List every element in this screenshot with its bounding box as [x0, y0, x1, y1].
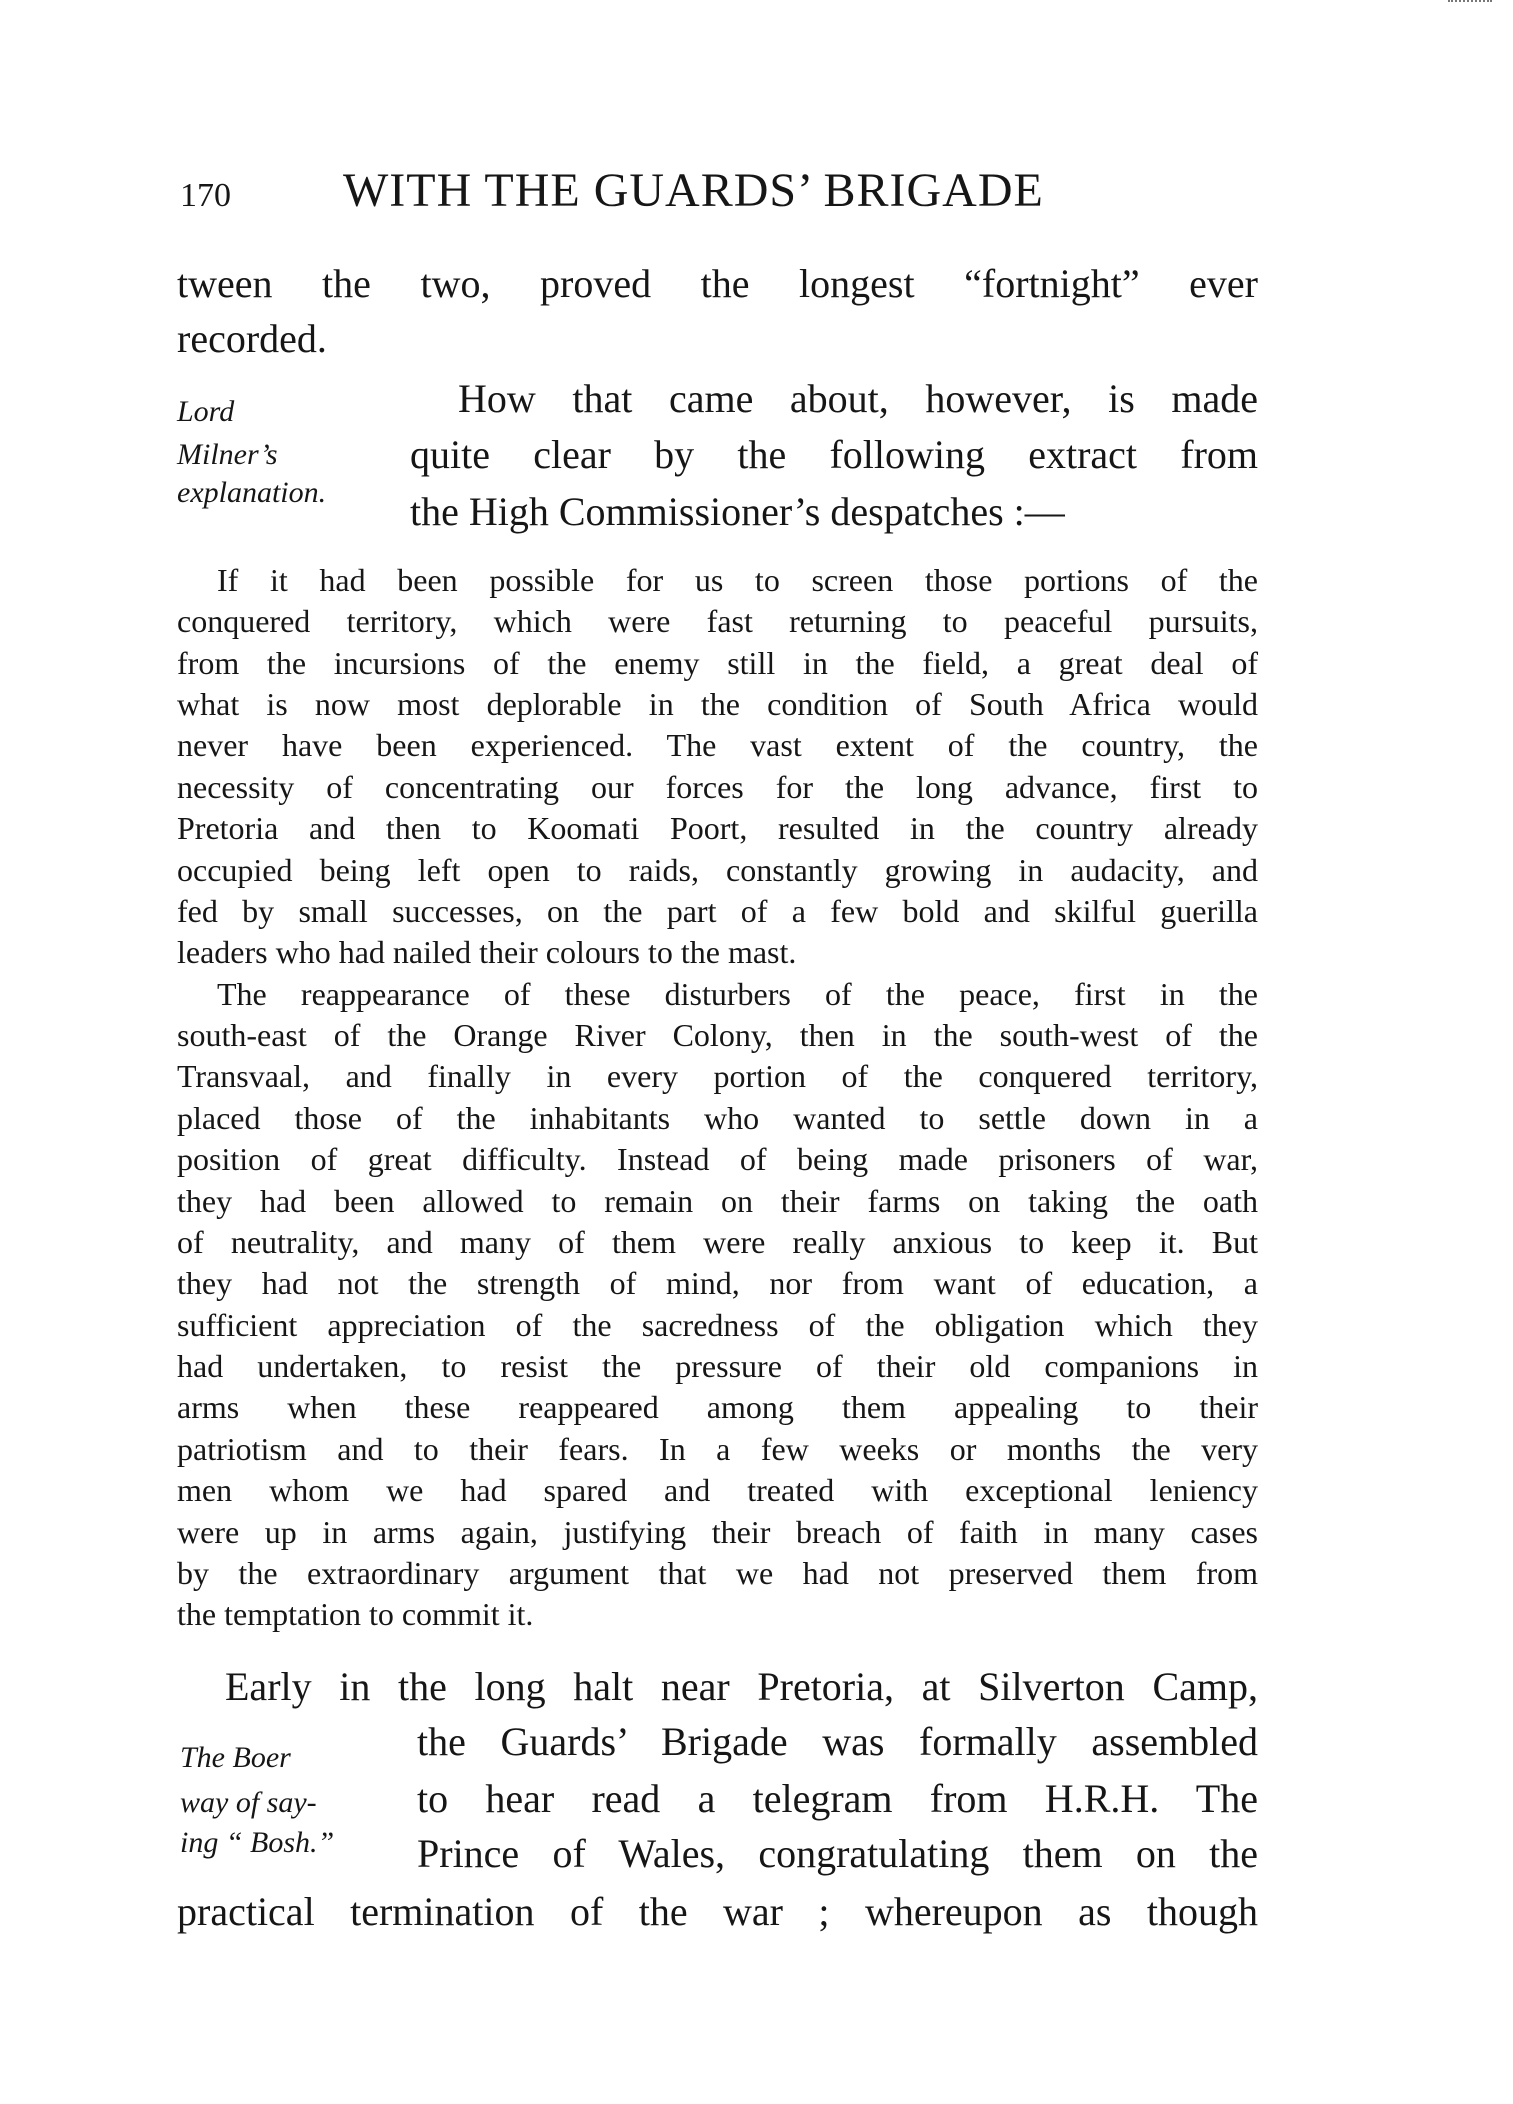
quote-line: men whom we had spared and treated with exceptional leniency [177, 1472, 1258, 1508]
body-line: practical termination of the war ; whereupon as though [177, 1889, 1258, 1934]
quote-line: were up in arms again, justifying their breach of faith in many cases [177, 1514, 1258, 1550]
quote-line: of neutrality, and many of them were really anxious to keep it. But [177, 1224, 1258, 1260]
margin-note-line: ing “ Bosh.” [180, 1826, 335, 1859]
quote-line: Transvaal, and finally in every portion of the conquered territory, [177, 1058, 1258, 1094]
quote-line: If it had been possible for us to screen those portions of the [217, 562, 1258, 598]
quote-line: they had been allowed to remain on their farms on taking the oath [177, 1183, 1258, 1219]
quote-line: Pretoria and then to Koomati Poort, resulted in the country already [177, 810, 1258, 846]
quote-line: sufficient appreciation of the sacredness of the obligation which they [177, 1307, 1258, 1343]
running-head: WITH THE GUARDS’ BRIGADE [343, 164, 1044, 217]
quote-line: leaders who had nailed their colours to the mast. [177, 934, 797, 970]
quote-line: from the incursions of the enemy still in the field, a great deal of [177, 645, 1258, 681]
quote-line: arms when these reappeared among them appealing to their [177, 1389, 1258, 1425]
quote-line: patriotism and to their fears. In a few weeks or months the very [177, 1431, 1258, 1467]
quote-line: by the extraordinary argument that we had not preserved them from [177, 1555, 1258, 1591]
margin-note-line: explanation. [177, 476, 327, 509]
quote-line: never have been experienced. The vast extent of the country, the [177, 727, 1258, 763]
body-line: to hear read a telegram from H.R.H. The [417, 1776, 1258, 1821]
quote-line: placed those of the inhabitants who wanted to settle down in a [177, 1100, 1258, 1136]
body-line: recorded. [177, 316, 327, 361]
quote-line: south-east of the Orange River Colony, then in the south-west of the [177, 1017, 1258, 1053]
margin-note-line: The Boer [180, 1741, 291, 1774]
body-line: Early in the long halt near Pretoria, at Silverton Camp, [225, 1664, 1258, 1709]
quote-line: they had not the strength of mind, nor from want of education, a [177, 1265, 1258, 1301]
body-line: How that came about, however, is made [458, 376, 1258, 421]
body-line: the Guards’ Brigade was formally assembled [417, 1719, 1258, 1764]
page-number: 170 [180, 177, 231, 214]
margin-note-line: Milner’s [177, 438, 278, 471]
quote-line: The reappearance of these disturbers of the peace, first in the [217, 976, 1258, 1012]
quote-line: the temptation to commit it. [177, 1596, 534, 1632]
quote-line: conquered territory, which were fast returning to peaceful pursuits, [177, 603, 1258, 639]
scan-artifact-mark [1448, 0, 1492, 5]
quote-line: occupied being left open to raids, constantly growing in audacity, and [177, 852, 1258, 888]
body-line: the High Commissioner’s despatches :— [410, 489, 1065, 534]
quote-line: necessity of concentrating our forces for the long advance, first to [177, 769, 1258, 805]
margin-note-line: Lord [177, 395, 235, 428]
body-line: quite clear by the following extract from [410, 432, 1258, 477]
quote-line: position of great difficulty. Instead of being made prisoners of war, [177, 1141, 1258, 1177]
margin-note-line: way of say- [180, 1786, 317, 1819]
quote-line: had undertaken, to resist the pressure of their old companions in [177, 1348, 1258, 1384]
quote-line: what is now most deplorable in the condition of South Africa would [177, 686, 1258, 722]
body-line: tween the two, proved the longest “fortnight” ever [177, 261, 1258, 306]
quote-line: fed by small successes, on the part of a few bold and skilful guerilla [177, 893, 1258, 929]
body-line: Prince of Wales, congratulating them on the [417, 1831, 1258, 1876]
